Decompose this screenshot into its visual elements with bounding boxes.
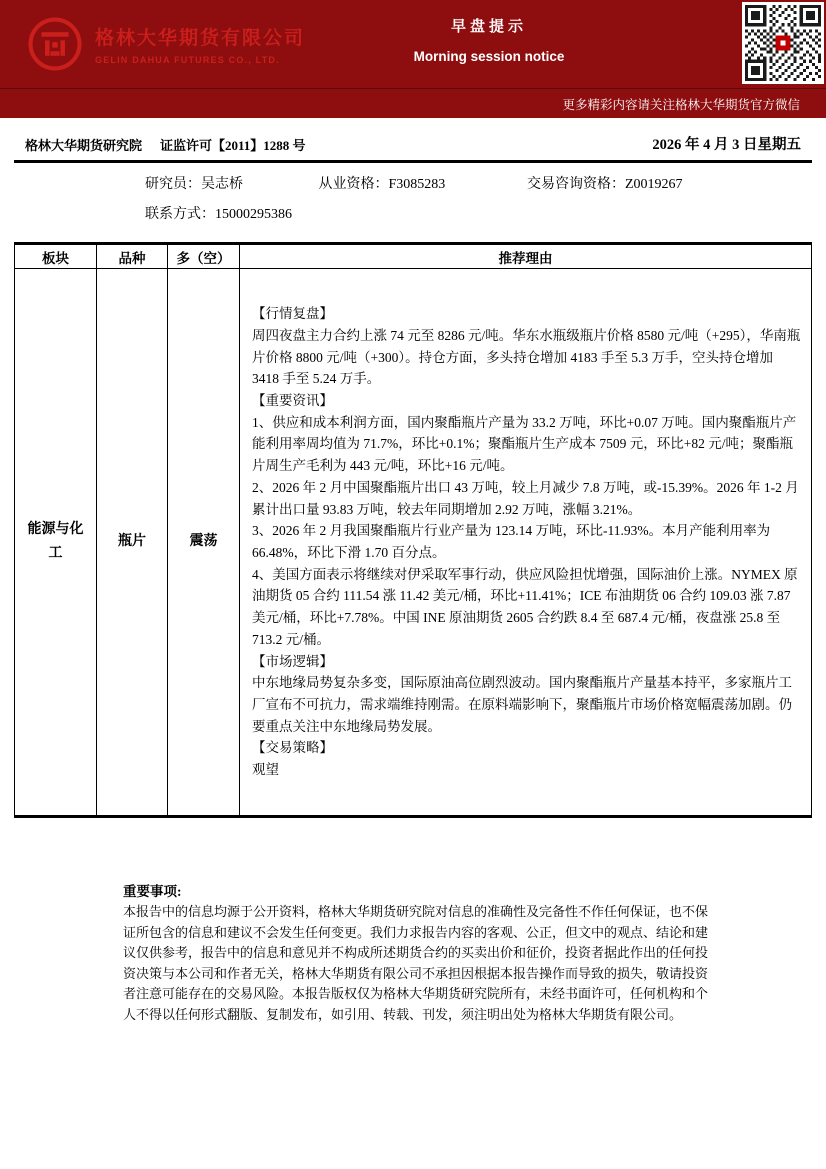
header-main <box>0 0 826 88</box>
section-heading: 【交易策略】 <box>252 740 333 756</box>
meta-row <box>0 118 826 160</box>
col-header-variety: 品种 <box>97 244 168 269</box>
report-date: 2026 年 4 月 3 日星期五 <box>652 137 801 153</box>
company-name-cn: 格林大华期货有限公司 <box>95 28 306 49</box>
advisory-qualification <box>527 170 683 200</box>
license-number: 证监许可【2011】1288 号 <box>160 138 306 153</box>
report-title <box>383 15 595 64</box>
report-title-en: Morning session notice <box>413 49 565 64</box>
section-paragraph: 中东地缘局势复杂多变，国际原油高位剧烈波动。国内聚酯瓶片产量基本持平，多家瓶片工厂宣布不可抗力，需求端维持刚需。在原料端影响下，聚酯瓶片市场价格宽幅震荡加剧。仍要重点关注中东地缘局势发展。 <box>252 675 792 734</box>
company-brand <box>26 15 305 73</box>
contact-number: 15000295386 <box>215 207 292 222</box>
section-market-review <box>252 303 801 390</box>
advisory-label: 交易咨询资格： <box>527 177 625 192</box>
header-sub <box>0 88 826 118</box>
section-paragraph: 2、2026 年 2 月中国聚酯瓶片出口 43 万吨，较上月减少 7.8 万吨，或-15.39%。2026 年 1-2 月累计出口量 93.83 万吨，较去年同期增加 2.92 万吨，涨幅 3.21%。 <box>252 479 799 517</box>
variety-cell: 瓶片 <box>97 269 168 817</box>
col-header-reason: 推荐理由 <box>240 244 812 269</box>
header-band <box>0 0 826 118</box>
report-title-cn: 早盘提示 <box>450 19 527 35</box>
researcher-label: 研究员： <box>145 177 201 192</box>
section-paragraph: 1、供应和成本利润方面，国内聚酯瓶片产量为 33.2 万吨，环比+0.07 万吨。国内聚酯瓶片产能利用率周均值为 71.7%，环比+0.1%；聚酯瓶片生产成本 7509 元，环比+82 元/吨；聚酯瓶片周生产毛利为 443 元/吨，环比+16 元/吨。 <box>252 414 797 474</box>
disclaimer <box>123 880 708 1025</box>
researcher-line <box>145 170 826 200</box>
table-row <box>15 269 812 817</box>
company-names <box>95 23 305 65</box>
practice-label: 从业资格： <box>318 177 389 192</box>
qr-code <box>742 2 824 84</box>
section-market-logic <box>252 651 801 738</box>
wechat-notice: 更多精彩内容请关注格林大华期货官方微信 <box>562 97 800 112</box>
researcher <box>145 170 315 200</box>
contact-line <box>145 200 826 230</box>
researcher-info <box>145 170 826 230</box>
sector-cell: 能源与化工 <box>15 269 97 817</box>
practice-qualification <box>319 170 524 200</box>
disclaimer-body: 本报告中的信息均源于公开资料，格林大华期货研究院对信息的准确性及完备性不作任何保证，也不保证所包含的信息和建议不会发生任何变更。我们力求报告内容的客观、公正，但文中的观点、结论和建议仅供参考，报告中的信息和意见并不构成所述期货合约的买卖出价和征价，投资者据此作出的任何投资决策与本公司和作者无关，格林大华期货有限公司不承担因根据本报告操作而导致的损失，敬请投资者注意可能存在的交易风险。本报告版权仅为格林大华期货研究院所有，未经书面许可，任何机构和个人不得以任何形式翻版、复制发布，如引用、转载、刊发，须注明出处为格林大华期货有限公司。 <box>123 904 709 1022</box>
direction-cell: 震荡 <box>168 269 240 817</box>
contact-phone <box>145 200 292 230</box>
section-paragraph: 3、2026 年 2 月我国聚酯瓶片行业产量为 123.14 万吨，环比-11.93%。本月产能利用率为 66.48%，环比下滑 1.70 百分点。 <box>252 523 771 560</box>
section-paragraph: 观望 <box>252 762 279 778</box>
table-header-row <box>15 244 812 269</box>
institute-name: 格林大华期货研究院 <box>25 138 143 153</box>
company-name-en: GELIN DAHUA FUTURES CO., LTD. <box>95 55 280 65</box>
col-header-sector: 板块 <box>15 244 97 269</box>
practice-number: F3085283 <box>388 177 446 192</box>
recommendation-table <box>14 242 812 818</box>
section-heading: 【行情复盘】 <box>252 306 333 322</box>
section-important-news <box>252 390 801 650</box>
col-header-direction: 多（空） <box>168 244 240 269</box>
company-logo-icon <box>26 15 84 73</box>
divider-rule <box>14 160 812 163</box>
section-trading-strategy <box>252 737 801 780</box>
disclaimer-title: 重要事项: <box>123 884 182 899</box>
section-paragraph: 周四夜盘主力合约上涨 74 元至 8286 元/吨。华东水瓶级瓶片价格 8580 元/吨（+295），华南瓶片价格 8800 元/吨（+300）。持仓方面，多头持仓增加 4183 手至 5.3 万手，空头持仓增加 3418 手至 5.24 万手。 <box>252 327 801 387</box>
section-paragraph: 4、美国方面表示将继续对伊采取军事行动，供应风险担忧增强，国际油价上涨。NYMEX 原油期货 05 合约 111.54 涨 11.42 美元/桶，环比+11.41%；ICE 布油期货 06 合约 109.03 涨 7.87 美元/桶，环比+7.78%。中国 INE 原油期货 2605 合约跌 8.4 至 687.4 元/桶，夜盘涨 25.8 至 713.2 元/桶。 <box>252 566 798 647</box>
reason-cell <box>240 269 812 817</box>
contact-label: 联系方式： <box>145 207 215 222</box>
institute-license <box>25 135 306 154</box>
section-heading: 【重要资讯】 <box>252 393 333 409</box>
section-heading: 【市场逻辑】 <box>252 653 333 669</box>
researcher-name: 吴志桥 <box>201 177 243 192</box>
advisory-number: Z0019267 <box>625 177 683 192</box>
